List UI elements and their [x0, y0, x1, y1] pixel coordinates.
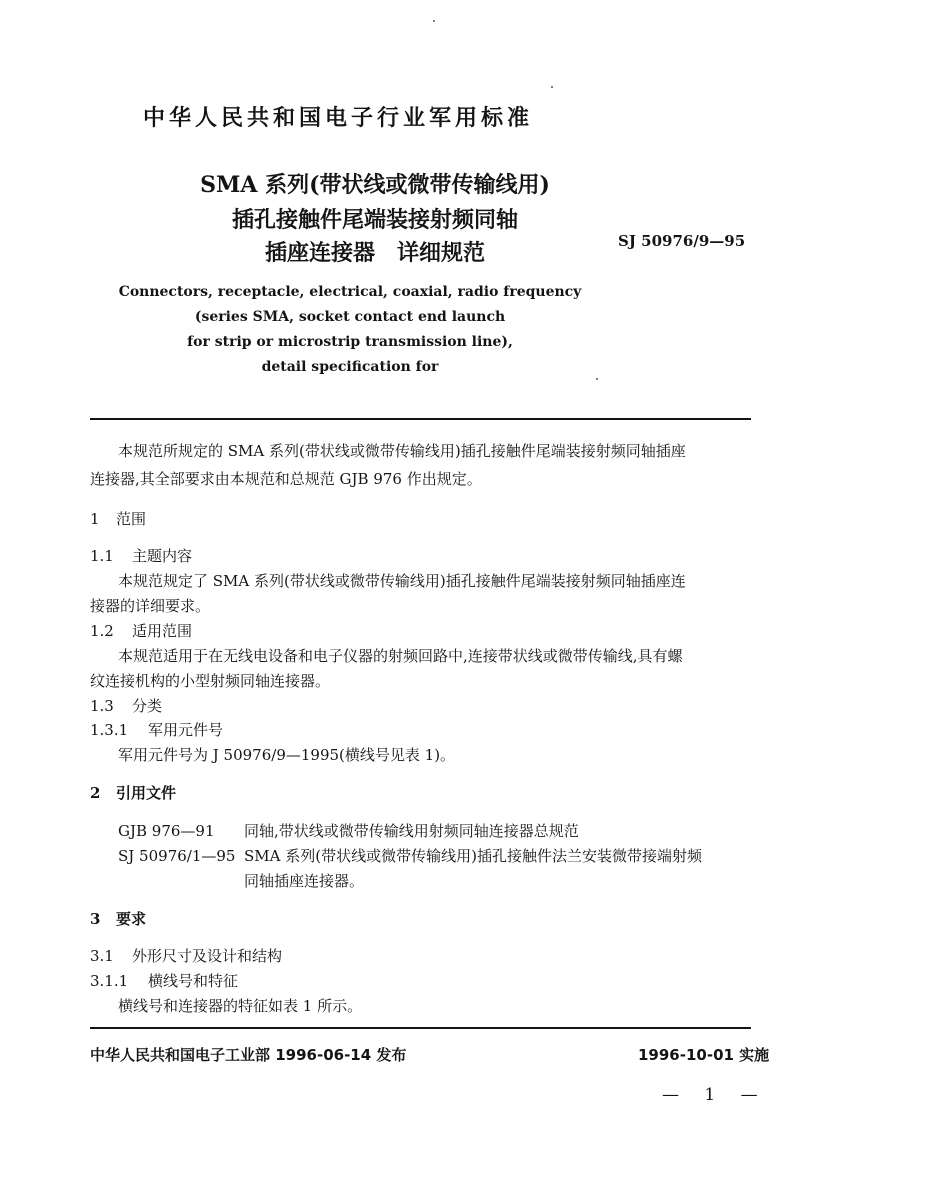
- page-number: — 1 —: [662, 1085, 768, 1105]
- section-title: 适用范围: [132, 622, 193, 640]
- section-1-2-line-1: 本规范适用于在无线电设备和电子仪器的射频回路中,连接带状线或微带传输线,具有螺: [118, 647, 683, 665]
- section-number: 3.1.1: [90, 972, 129, 990]
- standard-name: 中华人民共和国电子行业军用标准: [143, 106, 534, 131]
- section-3-1-heading: [90, 945, 282, 966]
- section-title: 范围: [116, 510, 147, 528]
- reference-title: 同轴,带状线或微带传输线用射频同轴连接器总规范: [244, 822, 579, 840]
- section-title: 横线号和特征: [148, 972, 239, 990]
- header-rule: [90, 418, 751, 420]
- reference-code: SJ 50976/1—95: [118, 847, 236, 865]
- section-title: 要求: [116, 910, 147, 928]
- scan-speck: [433, 20, 435, 22]
- section-number: 1.2: [90, 622, 114, 640]
- reference-1: [118, 820, 579, 841]
- section-number: 3: [90, 910, 101, 928]
- section-number: 2: [90, 784, 101, 802]
- intro-line-2: 连接器,其全部要求由本规范和总规范 GJB 976 作出规定。: [90, 470, 482, 488]
- section-1-heading: [90, 508, 146, 529]
- section-number: 1.3: [90, 697, 114, 715]
- reference-2-continuation: 同轴插座连接器。: [244, 872, 365, 890]
- reference-title: SMA 系列(带状线或微带传输线用)插孔接触件法兰安装微带接端射频: [244, 847, 702, 865]
- section-title: 军用元件号: [148, 721, 224, 739]
- title-cn-line-3: 插座连接器 详细规范: [264, 240, 485, 266]
- title-en-line-2: (series SMA, socket contact end launch: [194, 309, 506, 325]
- section-number: 1.3.1: [90, 721, 129, 739]
- section-3-heading: [90, 908, 146, 929]
- scan-speck: [596, 378, 598, 380]
- section-1-1-heading: [90, 545, 192, 566]
- section-number: 3.1: [90, 947, 114, 965]
- section-1-2-line-2: 纹连接机构的小型射频同轴连接器。: [90, 672, 331, 690]
- effective-date: 1996-10-01 实施: [638, 1046, 770, 1064]
- section-3-1-1-line-1: 横线号和连接器的特征如表 1 所示。: [118, 997, 363, 1015]
- reference-code: GJB 976—91: [118, 822, 215, 840]
- section-number: 1.1: [90, 547, 114, 565]
- footer-rule: [90, 1027, 751, 1029]
- section-1-3-1-line-1: 军用元件号为 J 50976/9—1995(横线号见表 1)。: [118, 746, 456, 764]
- section-number: 1: [90, 510, 100, 528]
- section-1-3-1-heading: [90, 719, 223, 740]
- title-en-line-3: for strip or microstrip transmission line),: [187, 334, 513, 350]
- section-title: 引用文件: [116, 784, 177, 802]
- section-1-1-line-1: 本规范规定了 SMA 系列(带状线或微带传输线用)插孔接触件尾端装接射频同轴插座连: [118, 572, 686, 590]
- section-title: 主题内容: [132, 547, 193, 565]
- section-title: 分类: [132, 697, 163, 715]
- title-cn-line-1: SMA 系列(带状线或微带传输线用): [200, 172, 550, 198]
- scan-speck: [551, 86, 553, 88]
- title-cn-line-2: 插孔接触件尾端装接射频同轴: [231, 207, 518, 233]
- issued-by: 中华人民共和国电子工业部 1996-06-14 发布: [90, 1046, 407, 1064]
- section-2-heading: [90, 782, 176, 803]
- section-1-2-heading: [90, 620, 192, 641]
- section-1-1-line-2: 接器的详细要求。: [90, 597, 211, 615]
- reference-2: [118, 845, 702, 866]
- intro-line-1: 本规范所规定的 SMA 系列(带状线或微带传输线用)插孔接触件尾端装接射频同轴插座: [118, 442, 686, 460]
- standard-code: SJ 50976/9—95: [618, 232, 746, 250]
- section-3-1-1-heading: [90, 970, 238, 991]
- section-title: 外形尺寸及设计和结构: [132, 947, 283, 965]
- title-en-line-1: Connectors, receptacle, electrical, coaxial, radio frequency: [118, 284, 582, 300]
- title-en-line-4: detail specification for: [261, 359, 439, 375]
- section-1-3-heading: [90, 695, 162, 716]
